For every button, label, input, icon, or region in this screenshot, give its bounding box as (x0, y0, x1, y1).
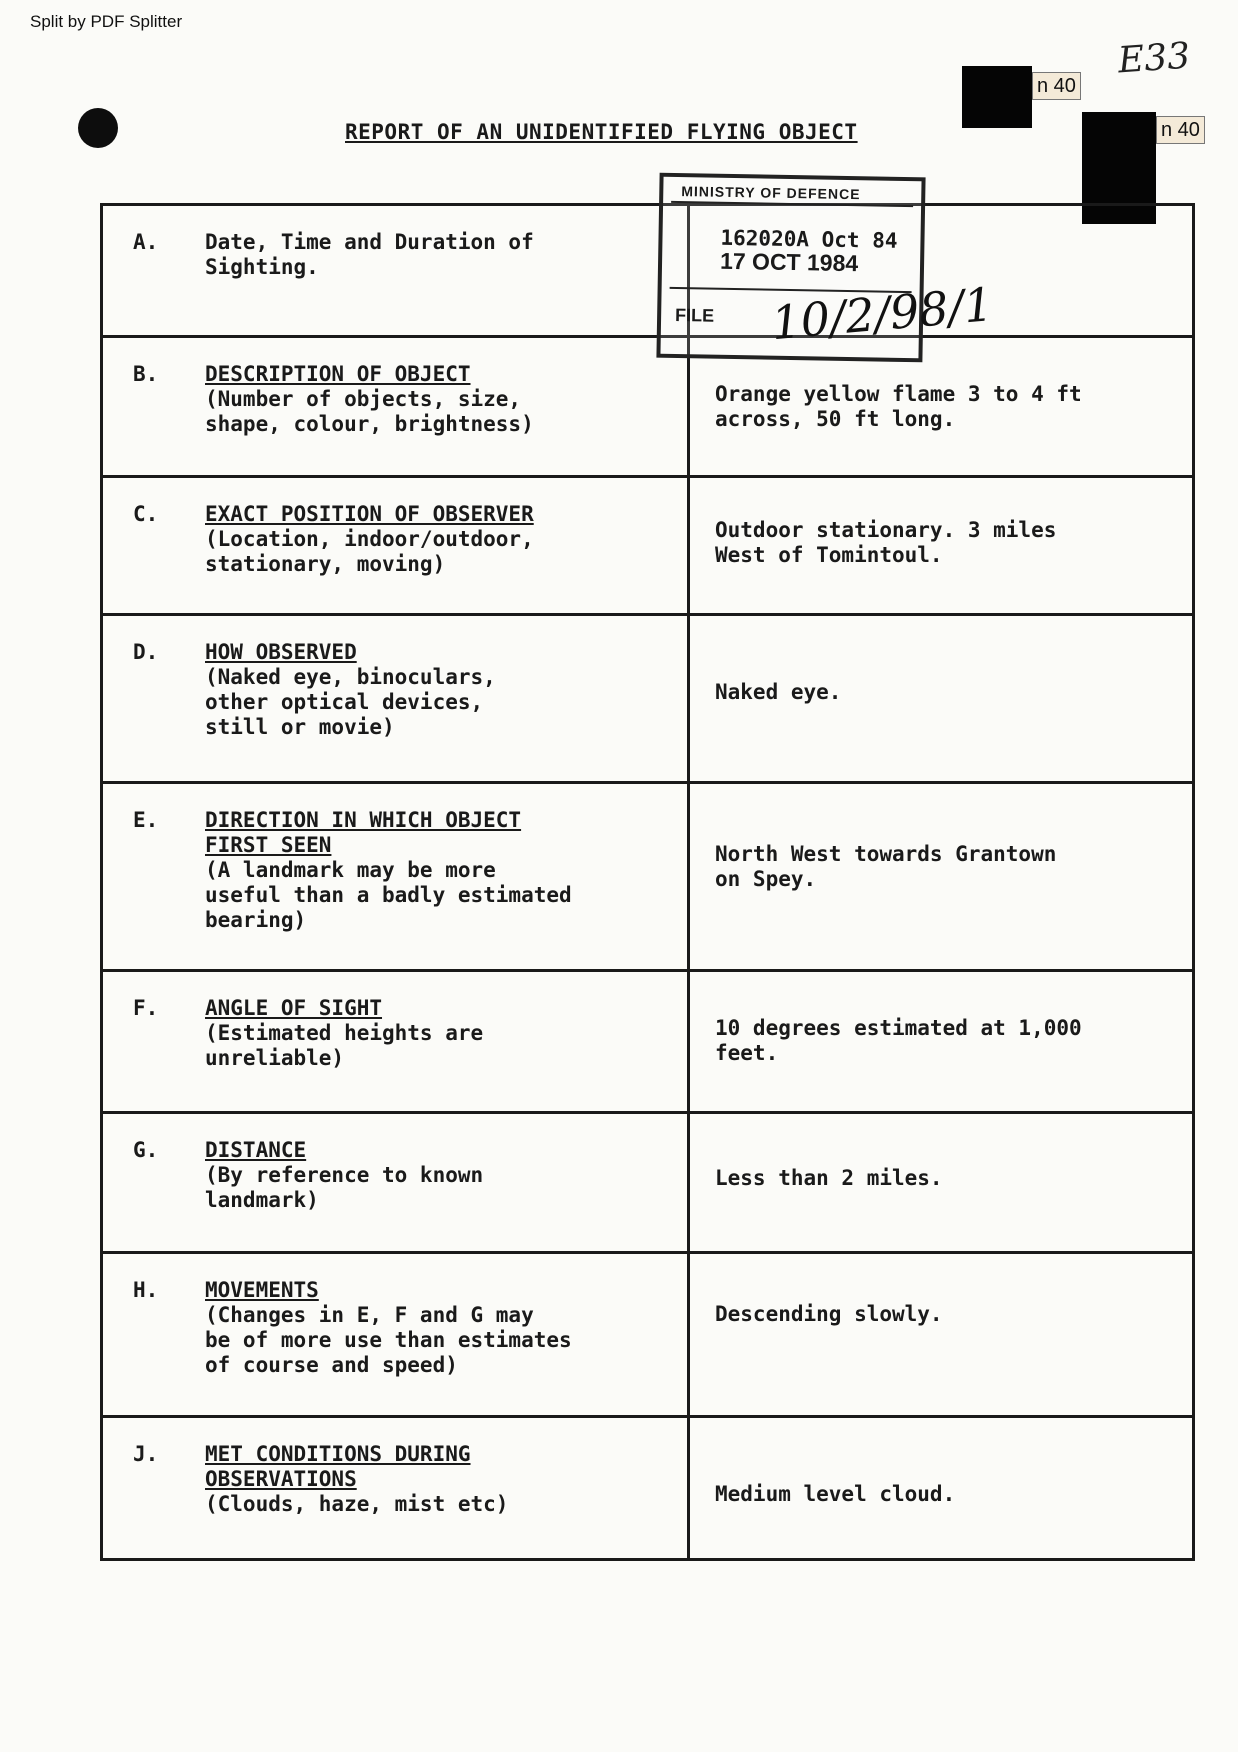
question-heading: DESCRIPTION OF OBJECT (205, 362, 471, 386)
stamp-file-label: FILE (674, 304, 715, 326)
row-letter: C. (133, 502, 159, 526)
stamp-rule (671, 201, 913, 207)
question-heading: EXACT POSITION OF OBSERVER (205, 502, 534, 526)
question-met-conditions (205, 1442, 508, 1517)
handwritten-reference: E33 (1116, 35, 1192, 82)
tag-n40-1: n 40 (1032, 72, 1081, 100)
question-angle (205, 996, 483, 1071)
answer-movements: Descending slowly. (715, 1302, 943, 1326)
row-letter: F. (133, 996, 159, 1020)
question-distance (205, 1138, 483, 1213)
stamp-received-date: 17 OCT 1984 (719, 247, 859, 277)
answer-distance: Less than 2 miles. (715, 1166, 943, 1190)
row-b (103, 338, 1192, 478)
answer-angle: 10 degrees estimated at 1,000 feet. (715, 1016, 1082, 1065)
pdf-splitter-watermark: Split by PDF Splitter (30, 12, 183, 31)
question-heading: DIRECTION IN WHICH OBJECT FIRST SEEN (205, 808, 522, 857)
question-heading: MOVEMENTS (205, 1278, 319, 1302)
row-letter: D. (133, 640, 159, 664)
question-subtext: (Location, indoor/outdoor, stationary, moving) (205, 527, 534, 576)
question-movements (205, 1278, 572, 1378)
question-subtext: (Estimated heights are unreliable) (205, 1021, 484, 1070)
row-a (103, 206, 1192, 338)
answer-position: Outdoor stationary. 3 miles West of Tomintoul. (715, 518, 1057, 567)
row-g (103, 1114, 1192, 1254)
question-heading: DISTANCE (205, 1138, 307, 1162)
question-direction (205, 808, 572, 933)
answer-how-observed: Naked eye. (715, 680, 842, 704)
answer-direction: North West towards Grantown on Spey. (715, 842, 1057, 891)
question-position (205, 502, 534, 577)
row-letter: B. (133, 362, 159, 386)
tag-n40-2: n 40 (1156, 116, 1205, 144)
row-letter: E. (133, 808, 159, 832)
row-letter: A. (133, 230, 159, 254)
question-heading: MET CONDITIONS DURING OBSERVATIONS (205, 1442, 471, 1491)
answer-description: Orange yellow flame 3 to 4 ft across, 50 ft long. (715, 382, 1082, 431)
registry-stamp (656, 173, 996, 363)
question-description (205, 362, 534, 437)
question-subtext: (A landmark may be more useful than a badly estimated bearing) (205, 858, 572, 932)
row-h (103, 1254, 1192, 1418)
report-title: REPORT OF AN UNIDENTIFIED FLYING OBJECT (345, 120, 858, 144)
question-subtext: (Number of objects, size, shape, colour, brightness) (205, 387, 534, 436)
answer-met-conditions: Medium level cloud. (715, 1482, 956, 1506)
ufo-report-form (100, 203, 1195, 1561)
row-j (103, 1418, 1192, 1558)
question-subtext: (Naked eye, binoculars, other optical devices, still or movie) (205, 665, 496, 739)
row-letter: J. (133, 1442, 159, 1466)
row-letter: G. (133, 1138, 159, 1162)
question-how-observed (205, 640, 496, 740)
question-date-time (205, 230, 534, 280)
question-subtext: (By reference to known landmark) (205, 1163, 484, 1212)
row-letter: H. (133, 1278, 159, 1302)
redaction-box-1 (962, 66, 1032, 128)
row-c (103, 478, 1192, 616)
question-heading: ANGLE OF SIGHT (205, 996, 383, 1020)
row-f (103, 972, 1192, 1114)
stamp-file-reference: 10/2/98/1 (769, 277, 996, 351)
row-e (103, 784, 1192, 972)
question-heading: HOW OBSERVED (205, 640, 357, 664)
row-d (103, 616, 1192, 784)
stamp-typed-date: 162020A Oct 84 (720, 225, 898, 253)
stamp-organisation: MINISTRY OF DEFENCE (681, 183, 861, 203)
question-text: Date, Time and Duration of Sighting. (205, 230, 534, 279)
punch-hole (78, 108, 118, 148)
question-subtext: (Changes in E, F and G may be of more use than estimates of course and speed) (205, 1303, 572, 1377)
question-subtext: (Clouds, haze, mist etc) (205, 1492, 509, 1516)
